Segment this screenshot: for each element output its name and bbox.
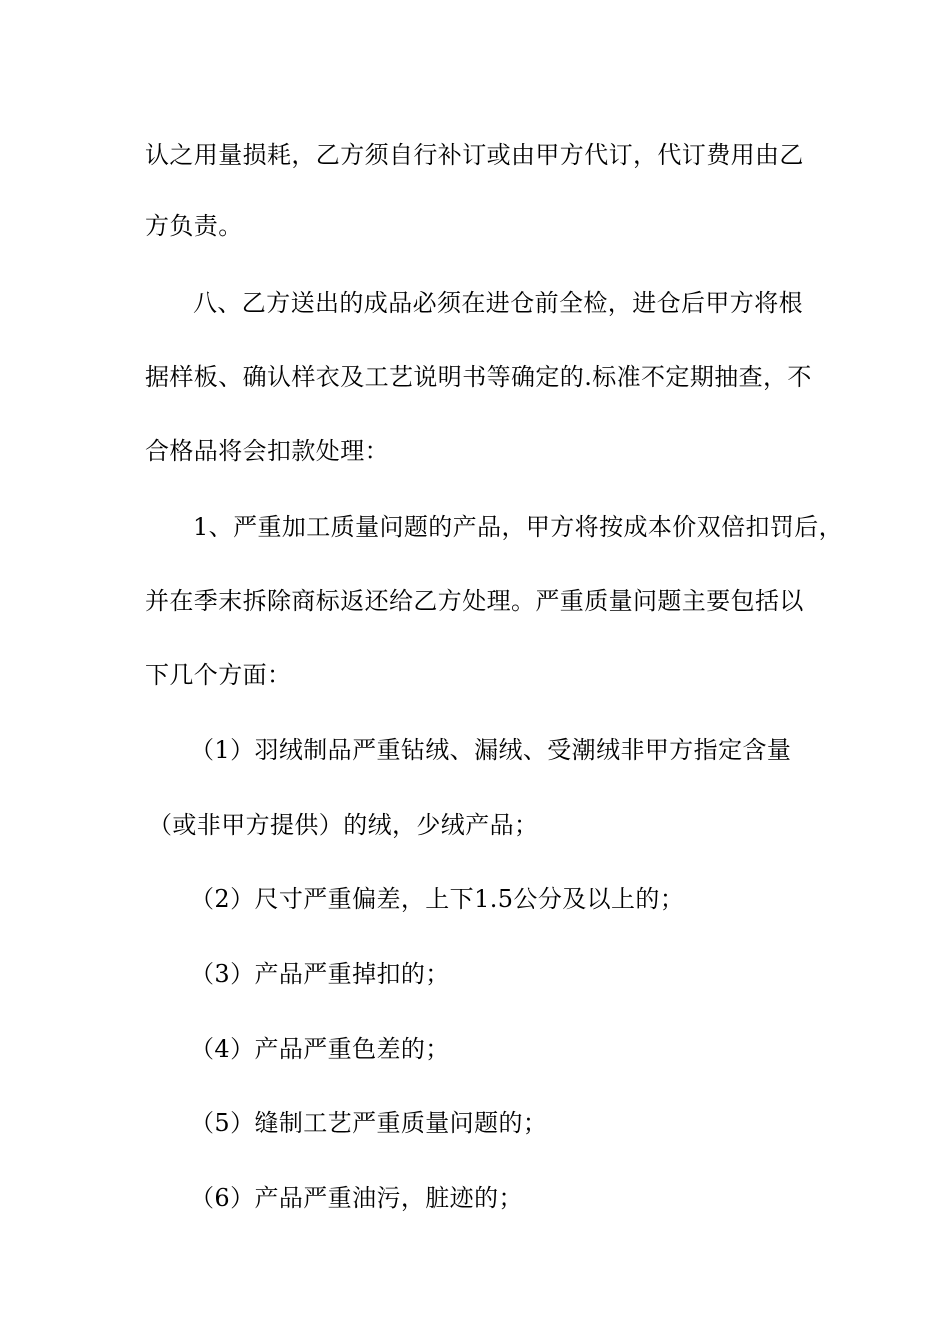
list-item-continuation: （或非甲方提供）的绒，少绒产品； bbox=[148, 811, 539, 839]
list-item: （4）产品严重色差的； bbox=[190, 1035, 450, 1063]
list-item: （5）缝制工艺严重质量问题的； bbox=[190, 1109, 548, 1137]
list-item: （6）产品严重油污，脏迹的； bbox=[190, 1184, 523, 1212]
paragraph-line: 合格品将会扣款处理： bbox=[145, 437, 389, 465]
paragraph-line: 并在季末拆除商标返还给乙方处理。严重质量问题主要包括以 bbox=[145, 587, 804, 615]
paragraph-line: 方负责。 bbox=[145, 212, 243, 240]
paragraph-line: 认之用量损耗，乙方须自行补订或由甲方代订，代订费用由乙 bbox=[145, 141, 804, 169]
section-heading-line: 八、乙方送出的成品必须在进仓前全检，进仓后甲方将根 bbox=[193, 289, 803, 317]
list-item: （1）羽绒制品严重钻绒、漏绒、受潮绒非甲方指定含量 bbox=[190, 736, 792, 764]
list-item: （3）产品严重掉扣的； bbox=[190, 960, 450, 988]
clause-line: 1、严重加工质量问题的产品，甲方将按成本价双倍扣罚后， bbox=[193, 513, 844, 541]
paragraph-line: 据样板、确认样衣及工艺说明书等确定的.标准不定期抽查，不 bbox=[145, 363, 812, 391]
list-item: （2）尺寸严重偏差，上下1.5公分及以上的； bbox=[190, 885, 685, 913]
paragraph-line: 下几个方面： bbox=[145, 661, 292, 689]
